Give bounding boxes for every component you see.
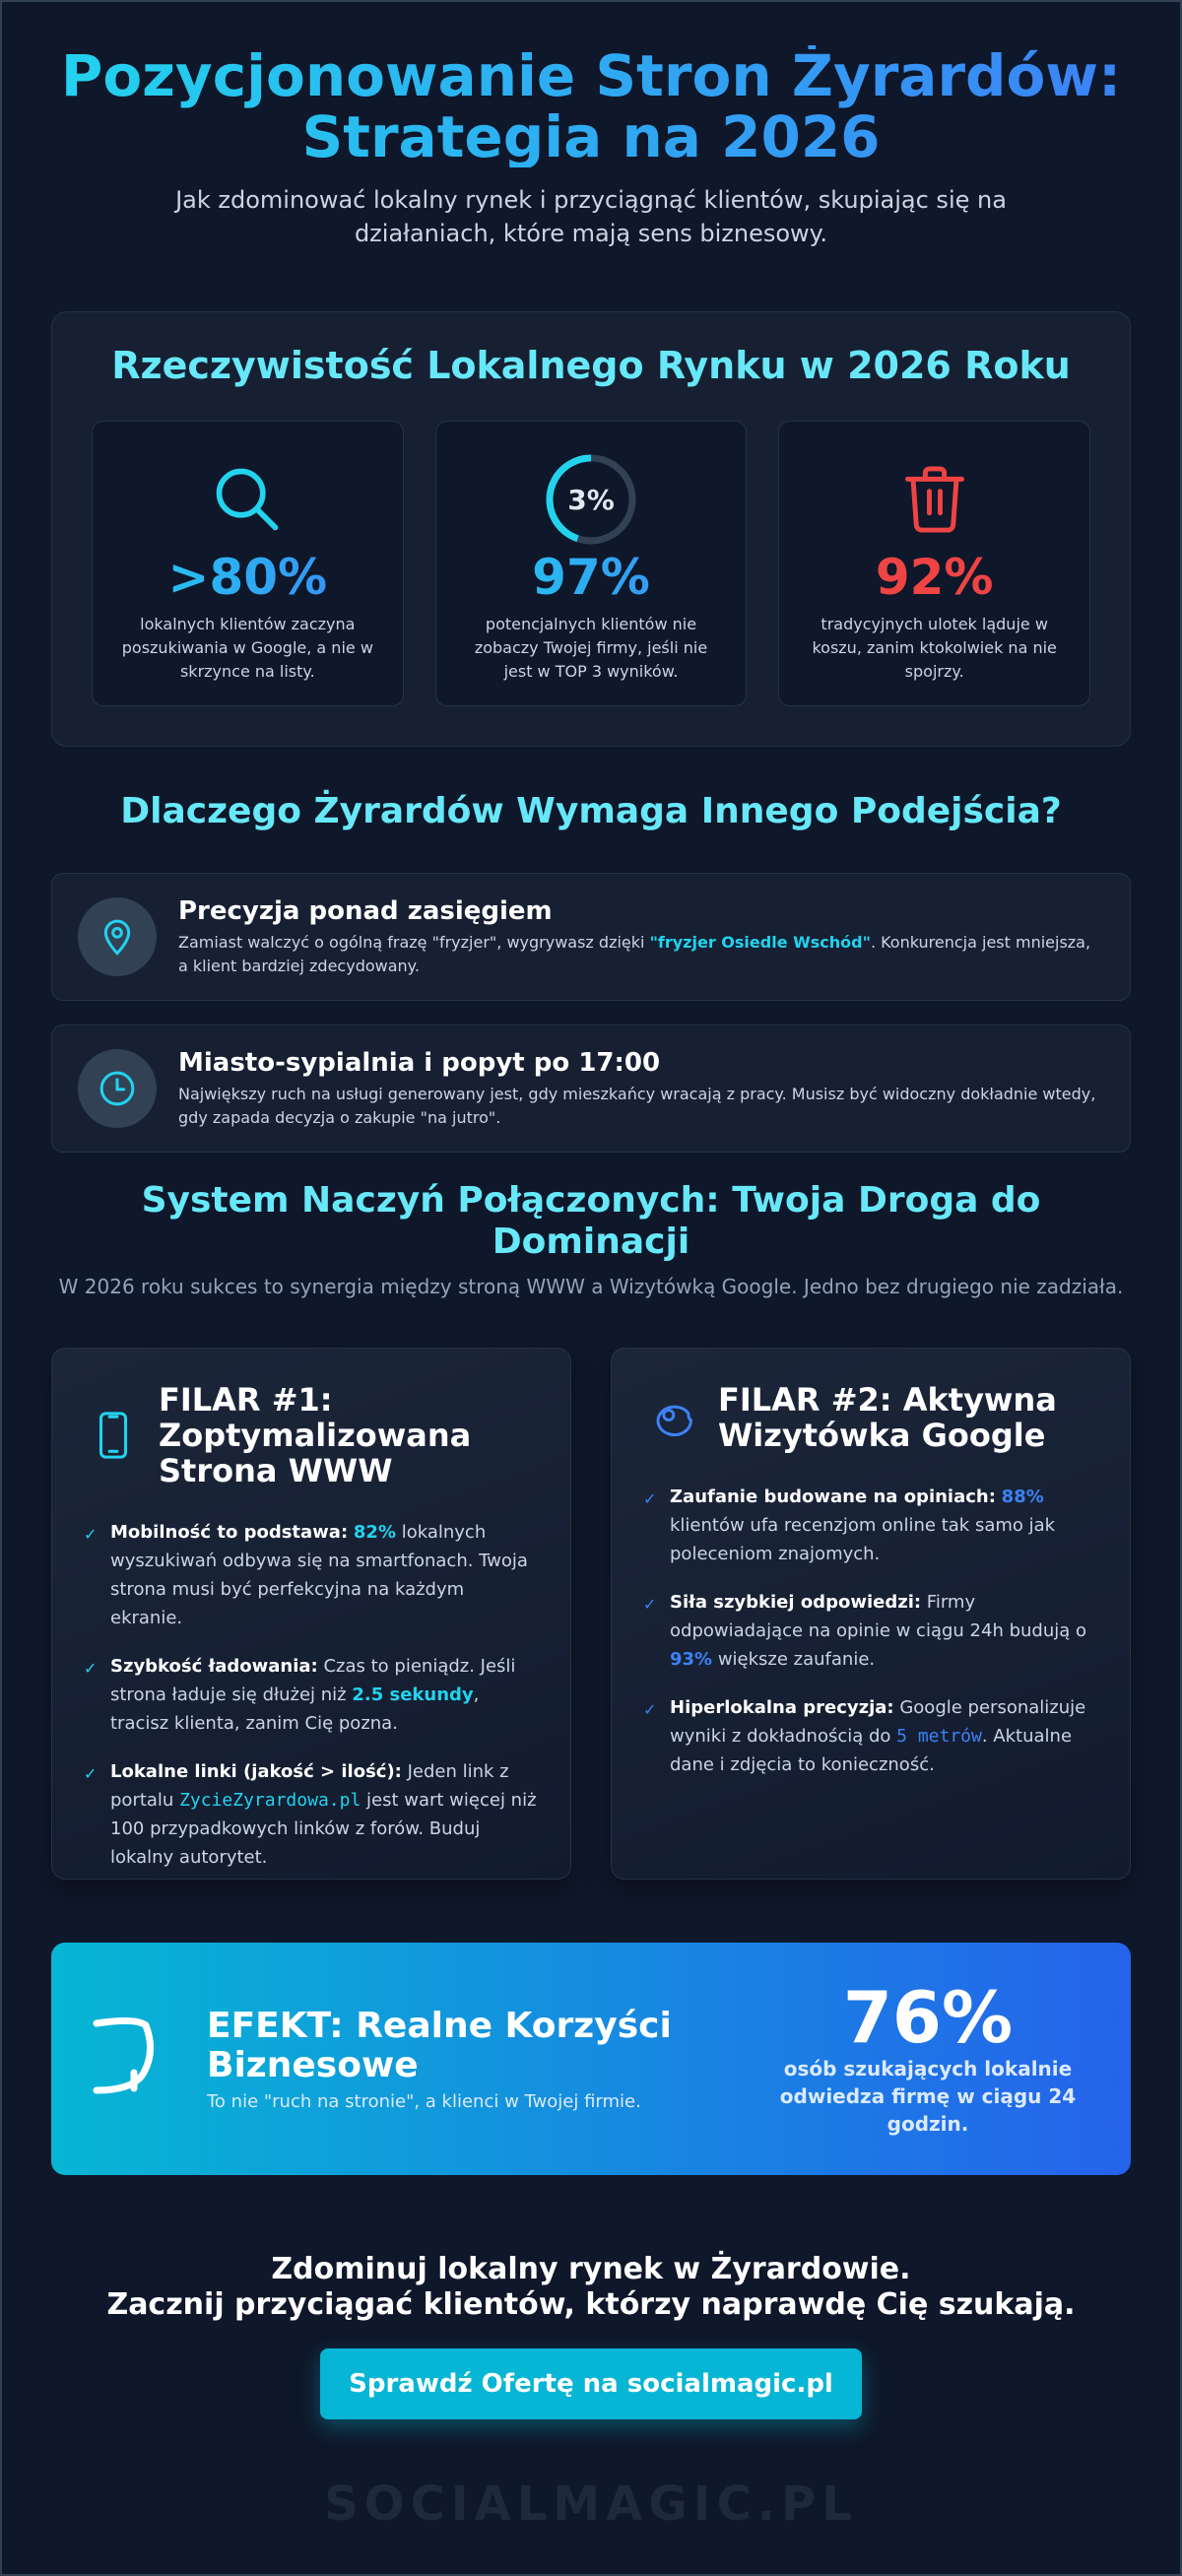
market-reality-panel <box>51 311 1131 747</box>
call-to-action <box>51 2252 1131 2419</box>
infographic <box>2 2 1180 2532</box>
effect-stat <box>760 1976 1095 2138</box>
check-offer-button[interactable]: Sprawdź Ofertę na socialmagic.pl <box>320 2348 862 2419</box>
pillar-google-business <box>611 1348 1131 1880</box>
effect-stat-value: 76% <box>842 1976 1014 2059</box>
hero <box>51 2 1131 250</box>
map-pin-icon <box>98 917 137 957</box>
stat-description: tradycyjnych ulotek ląduje w koszu, zanim ktokolwiek na nie spojrzy. <box>812 615 1057 681</box>
system-subtitle: W 2026 roku sukces to synergia między stroną WWW a Wizytówką Google. Jedno bez drugiego nie zadziała. <box>58 1275 1124 1298</box>
why-item-text: Największy ruch na usługi generowany jest, gdy mieszkańcy wracają z pracy. Musisz być widoczny dokładnie wtedy, gdy zapada decyzja o zakupie "na jutro". <box>178 1085 1096 1127</box>
search-icon <box>210 462 285 537</box>
stat-card-google-search <box>92 421 404 706</box>
stat-card-top3 <box>435 421 748 706</box>
trash-icon <box>902 462 967 537</box>
pillar-list-item: ✓ Zaufanie budowane na opiniach: 88% klientów ufa recenzjom online tak samo jak poleceniom znajomych. <box>643 1483 1096 1568</box>
stat-cards <box>92 421 1090 706</box>
check-icon: ✓ <box>643 1489 657 1508</box>
pillars <box>51 1348 1131 1880</box>
why-item-title: Precyzja ponad zasięgiem <box>178 896 553 926</box>
page-subtitle: Jak zdominować lokalny rynek i przyciągnąć klientów, skupiając się na działaniach, które mają sens biznesowy. <box>175 186 1007 247</box>
why-title: Dlaczego Żyrardów Wymaga Innego Podejścia? <box>120 791 1062 831</box>
brand-watermark: SOCIALMAGIC.PL <box>324 2477 858 2532</box>
pillar-list-item: ✓ Siła szybkiej odpowiedzi: Firmy odpowiadające na opinie w ciągu 24h budują o 93% większe zaufanie. <box>643 1588 1096 1674</box>
check-icon: ✓ <box>84 1525 98 1544</box>
pillar-list-item: ✓ Lokalne linki (jakość > ilość): Jeden link z portalu ZycieZyrardowa.pl jest wart więcej niż 100 przypadkowych linków z forów. Buduj lokalny autorytet. <box>84 1757 537 1872</box>
effect-stat-caption: osób szukających lokalnie odwiedza firmę w ciągu 24 godzin. <box>779 2057 1077 2136</box>
why-item-evening-demand <box>51 1024 1131 1153</box>
effect-title: EFEKT: Realne Korzyści Biznesowe <box>207 2005 672 2085</box>
cta-heading: Zdominuj lokalny rynek w Żyrardowie. Zacznij przyciągać klientów, którzy naprawdę Cię szukają. <box>106 2252 1076 2322</box>
pillar-list-item: ✓ Szybkość ładowania: Czas to pieniądz. Jeśli strona ładuje się dłużej niż 2.5 sekundy, tracisz klienta, zanim Cię pozna. <box>84 1652 537 1738</box>
page-title <box>51 42 1131 170</box>
why-item-title: Miasto-sypialnia i popyt po 17:00 <box>178 1048 661 1078</box>
pillar-title: FILAR #2: Aktywna Wizytówka Google <box>718 1381 1057 1454</box>
check-icon: ✓ <box>643 1595 657 1614</box>
why-item-precision <box>51 873 1131 1001</box>
pillar-list-item: ✓ Hiperlokalna precyzja: Google personalizuje wyniki z dokładnością do 5 metrów. Aktualne dane i zdjęcia to konieczność. <box>643 1693 1096 1779</box>
pillar-list-item: ✓ Mobilność to podstawa: 82% lokalnych wyszukiwań odbywa się na smartfonach. Twoja strona musi być perfekcyjna na każdym ekranie. <box>84 1518 537 1632</box>
title-line-2: Strategia na 2026 <box>301 103 881 170</box>
stat-value: 97% <box>436 550 747 605</box>
check-icon: ✓ <box>643 1700 657 1719</box>
handshake-icon <box>87 2012 158 2102</box>
why-list <box>51 873 1131 1153</box>
check-icon: ✓ <box>84 1764 98 1783</box>
portal-link: ZycieZyrardowa.pl <box>179 1790 361 1811</box>
market-reality-title: Rzeczywistość Lokalnego Rynku w 2026 Roku <box>111 344 1071 387</box>
progress-ring <box>544 452 638 547</box>
why-item-text: Zamiast walczyć o ogólną frazę "fryzjer", wygrywasz dzięki "fryzjer Osiedle Wschód". Konkurencja jest mniejsza, a klient bardziej zdecydowany. <box>178 933 1091 975</box>
ring-label: 3% <box>567 483 615 516</box>
stat-description: lokalnych klientów zaczyna poszukiwania w Google, a nie w skrzynce na listy. <box>121 615 373 681</box>
effect-subtitle: To nie "ruch na stronie", a klienci w Twojej firmie. <box>207 2090 641 2112</box>
stat-description: potencjalnych klientów nie zobaczy Twojej firmy, jeśli nie jest w TOP 3 wyników. <box>474 615 708 681</box>
stat-card-flyers <box>778 421 1090 706</box>
stat-value: >80% <box>93 550 403 605</box>
pillar-website <box>51 1348 571 1880</box>
title-line-1: Pozycjonowanie Stron Żyrardów: <box>60 42 1122 109</box>
clock-icon <box>98 1069 137 1108</box>
check-icon: ✓ <box>84 1659 98 1678</box>
google-business-icon <box>651 1398 694 1437</box>
pillar-title: FILAR #1: Zoptymalizowana Strona WWW <box>159 1381 472 1489</box>
highlight-keyword: "fryzjer Osiedle Wschód" <box>649 933 871 952</box>
effect-banner <box>51 1943 1131 2175</box>
pillar-list <box>643 1483 1096 1779</box>
stat-value: 92% <box>875 549 994 606</box>
smartphone-icon <box>98 1411 129 1460</box>
pillar-list <box>84 1518 537 1872</box>
system-title: System Naczyń Połączonych: Twoja Droga do Dominacji <box>141 1180 1041 1262</box>
